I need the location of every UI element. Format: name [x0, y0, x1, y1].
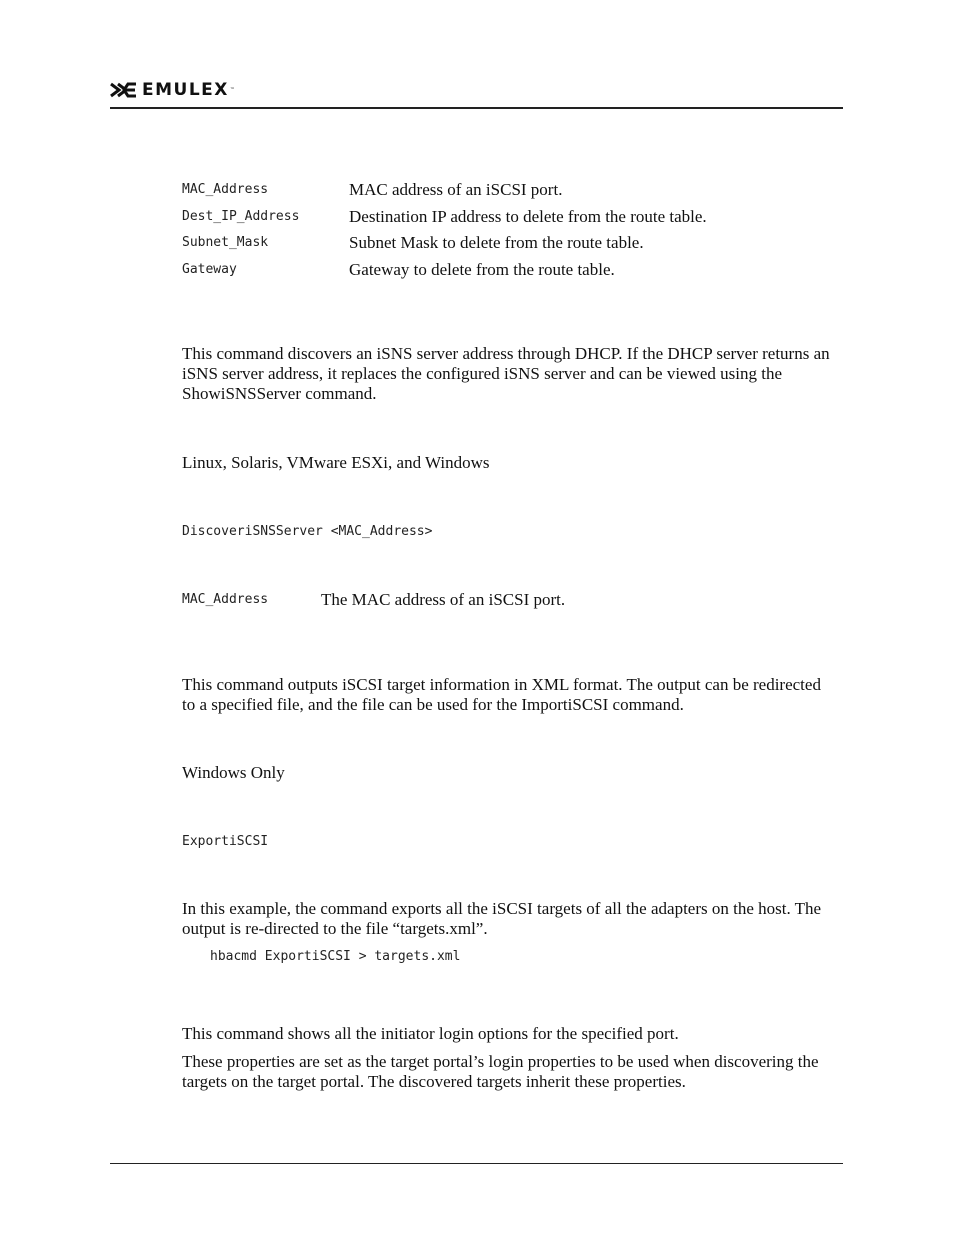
initiator-description-2: These properties are set as the target portal’s login properties to be used when discovering the targets on the target portal. The discovered targets inherit these properties. — [182, 1052, 819, 1091]
emulex-logo — [110, 80, 235, 100]
discover-param-desc: The MAC address of an iSCSI port. — [321, 590, 566, 609]
param-desc: MAC address of an iSCSI port. — [349, 180, 563, 199]
logo-wordmark: EMULEX — [142, 80, 229, 100]
emulex-logo-icon — [110, 82, 138, 98]
discover-param-name: MAC_Address — [182, 592, 269, 607]
param-name: Subnet_Mask — [182, 235, 269, 250]
param-desc: Subnet Mask to delete from the route table. — [349, 233, 644, 252]
discover-platforms: Linux, Solaris, VMware ESXi, and Windows — [182, 453, 490, 472]
logo-trademark: ™ — [229, 87, 235, 93]
export-description: This command outputs iSCSI target information in XML format. The output can be redirected to a specified file, and the file can be used for the ImportiSCSI command. — [182, 675, 821, 714]
export-platforms: Windows Only — [182, 763, 285, 782]
export-syntax: ExportiSCSI — [182, 834, 269, 849]
export-example-text: In this example, the command exports all the iSCSI targets of all the adapters on the host. The output is re-directed to the file “targets.xml”. — [182, 899, 822, 938]
initiator-description: This command shows all the initiator login options for the specified port. — [182, 1024, 679, 1043]
param-desc: Gateway to delete from the route table. — [349, 260, 615, 279]
header-rule — [110, 107, 843, 109]
param-name: MAC_Address — [182, 182, 269, 197]
discover-syntax: DiscoveriSNSServer <MAC_Address> — [182, 524, 433, 539]
footer-rule — [110, 1163, 843, 1164]
export-example-code: hbacmd ExportiSCSI > targets.xml — [210, 949, 461, 964]
discover-description: This command discovers an iSNS server address through DHCP. If the DHCP server returns an iSNS server address, it replaces the configured iSNS server and can be viewed using the ShowiSNSServer command. — [182, 344, 830, 403]
param-name: Dest_IP_Address — [182, 209, 300, 224]
param-name: Gateway — [182, 262, 237, 277]
param-desc: Destination IP address to delete from the route table. — [349, 207, 707, 226]
